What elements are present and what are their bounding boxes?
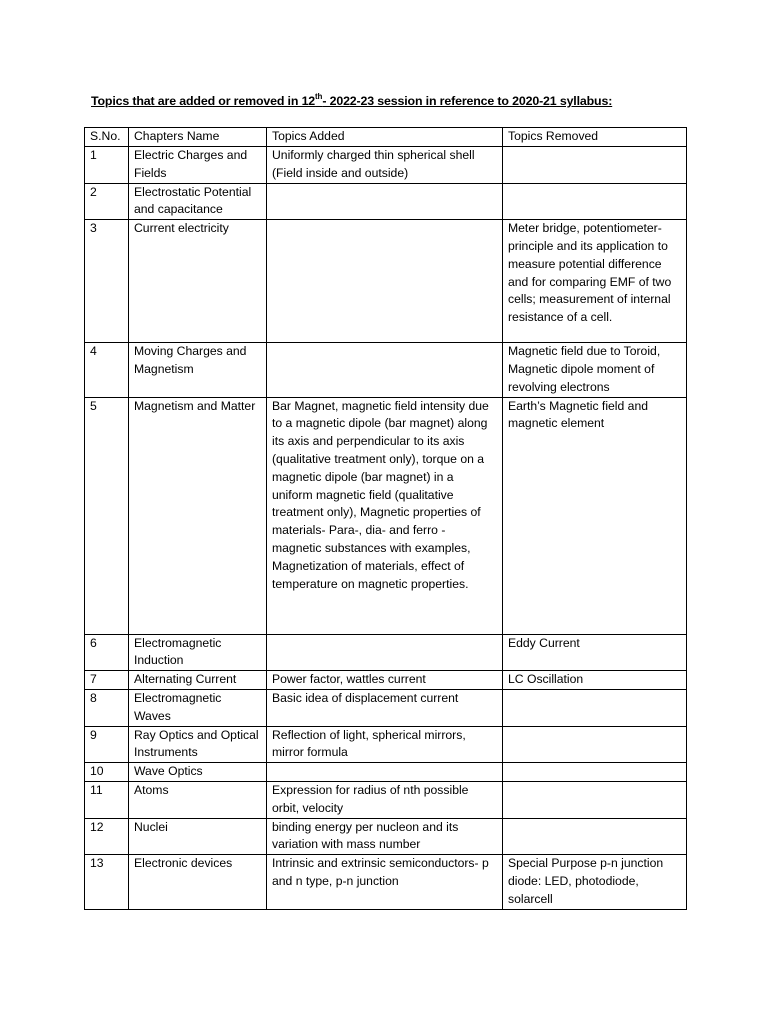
row-added: Basic idea of displacement current: [267, 689, 503, 726]
row-removed: [503, 818, 687, 855]
row-removed: Special Purpose p-n junction diode: LED, photodiode, solarcell: [503, 855, 687, 910]
row-added: Expression for radius of nth possible orbit, velocity: [267, 781, 503, 818]
table-row: [85, 763, 687, 782]
row-sno: 3: [85, 220, 129, 343]
title-superscript: th: [315, 91, 323, 101]
row-chapter: Nuclei: [129, 818, 267, 855]
row-removed: Earth’s Magnetic field and magnetic element: [503, 397, 687, 634]
row-sno: 7: [85, 671, 129, 690]
row-sno: 10: [85, 763, 129, 782]
row-chapter: Alternating Current: [129, 671, 267, 690]
row-sno: 12: [85, 818, 129, 855]
row-chapter: Electronic devices: [129, 855, 267, 910]
row-added: binding energy per nucleon and its variation with mass number: [267, 818, 503, 855]
title-text-start: Topics that are added or removed in 12: [91, 94, 316, 108]
row-chapter: Atoms: [129, 781, 267, 818]
row-sno: 8: [85, 689, 129, 726]
row-sno: 11: [85, 781, 129, 818]
row-chapter: Moving Charges and Magnetism: [129, 343, 267, 397]
row-chapter: Electromagnetic Induction: [129, 634, 267, 671]
row-chapter: Magnetism and Matter: [129, 397, 267, 634]
row-removed: [503, 147, 687, 184]
table-row: [85, 343, 687, 397]
row-sno: 6: [85, 634, 129, 671]
row-added: Bar Magnet, magnetic field intensity due to a magnetic dipole (bar magnet) along its axis and perpendicular to its axis (qualitative treatment only), torque on a magnetic dipole (bar magnet) in a uniform magnetic field (qualitative treatment only), Magnetic properties of materials- Para-, dia- and ferro - magnetic substances with examples, Magnetization of materials, effect of temperature on magnetic properties.: [267, 397, 503, 634]
row-removed: [503, 183, 687, 220]
row-sno: 9: [85, 726, 129, 763]
table-row: [85, 689, 687, 726]
row-removed: Magnetic field due to Toroid, Magnetic dipole moment of revolving electrons: [503, 343, 687, 397]
row-added: [267, 634, 503, 671]
row-removed: [503, 689, 687, 726]
table-row: [85, 671, 687, 690]
row-removed: LC Oscillation: [503, 671, 687, 690]
row-sno: 2: [85, 183, 129, 220]
table-row: [85, 855, 687, 910]
header-chapter: Chapters Name: [129, 128, 267, 147]
header-added: Topics Added: [267, 128, 503, 147]
header-sno: S.No.: [85, 128, 129, 147]
table-row: [85, 147, 687, 184]
row-added: [267, 183, 503, 220]
row-chapter: Electromagnetic Waves: [129, 689, 267, 726]
row-removed: [503, 781, 687, 818]
table-row: [85, 726, 687, 763]
row-chapter: Electric Charges and Fields: [129, 147, 267, 184]
row-sno: 5: [85, 397, 129, 634]
row-removed: [503, 726, 687, 763]
title-text-end: - 2022-23 session in reference to 2020-21 syllabus:: [322, 94, 613, 108]
row-sno: 13: [85, 855, 129, 910]
row-removed: Eddy Current: [503, 634, 687, 671]
row-added: Reflection of light, spherical mirrors, mirror formula: [267, 726, 503, 763]
row-sno: 4: [85, 343, 129, 397]
row-chapter: Electrostatic Potential and capacitance: [129, 183, 267, 220]
row-added: [267, 763, 503, 782]
row-chapter: Wave Optics: [129, 763, 267, 782]
syllabus-changes-table: [84, 127, 687, 910]
row-sno: 1: [85, 147, 129, 184]
document-title: [91, 92, 711, 110]
table-row: [85, 818, 687, 855]
row-added: [267, 220, 503, 343]
table-row: [85, 397, 687, 634]
table-row: [85, 220, 687, 343]
row-added: Power factor, wattles current: [267, 671, 503, 690]
row-chapter: Ray Optics and Optical Instruments: [129, 726, 267, 763]
row-chapter: Current electricity: [129, 220, 267, 343]
table-row: [85, 183, 687, 220]
table-row: [85, 634, 687, 671]
header-removed: Topics Removed: [503, 128, 687, 147]
row-added: Intrinsic and extrinsic semiconductors- p and n type, p-n junction: [267, 855, 503, 910]
row-added: [267, 343, 503, 397]
table-row: [85, 781, 687, 818]
row-removed: [503, 763, 687, 782]
table-header-row: [85, 128, 687, 147]
row-removed: Meter bridge, potentiometer-principle and its application to measure potential difference and for comparing EMF of two cells; measurement of internal resistance of a cell.: [503, 220, 687, 343]
row-added: Uniformly charged thin spherical shell (Field inside and outside): [267, 147, 503, 184]
